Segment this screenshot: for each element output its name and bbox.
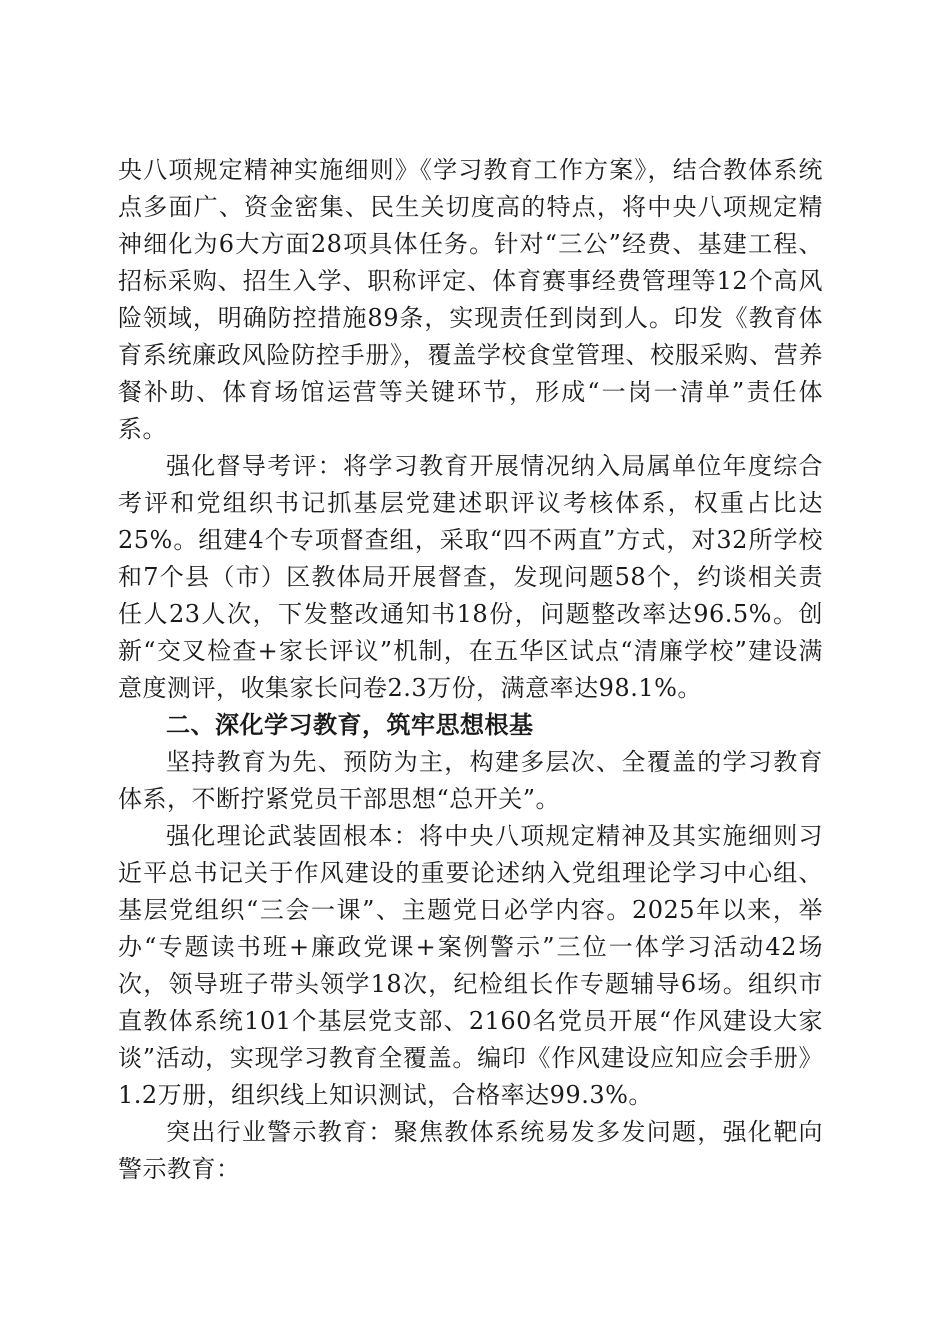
document-body — [118, 152, 823, 1188]
paragraph-intro: 坚持教育为先、预防为主，构建多层次、全覆盖的学习教育体系，不断拧紧党员干部思想“总开关”。 — [118, 748, 823, 813]
paragraph-continuation: 央八项规定精神实施细则》《学习教育工作方案》，结合教体系统点多面广、资金密集、民生关切度高的特点，将中央八项规定精神细化为6大方面28项具体任务。针对“三公”经费、基建工程、招标采购、招生入学、职称评定、体育赛事经费管理等12个高风险领域，明确防控措施89条，实现责任到岗到人。印发《教育体育系统廉政风险防控手册》，覆盖学校食堂管理、校服采购、营养餐补助、体育场馆运营等关键环节，形成“一岗一清单”责任体系。 — [118, 156, 823, 443]
paragraph-theory: 强化理论武装固根本：将中央八项规定精神及其实施细则习近平总书记关于作风建设的重要论述纳入党组理论学习中心组、基层党组织“三会一课”、主题党日必学内容。2025年以来，举办“专题读书班+廉政党课+案例警示”三位一体学习活动42场次，领导班子带头领学18次，纪检组长作专题辅导6场。组织市直教体系统101个基层党支部、2160名党员开展“作风建设大家谈”活动，实现学习教育全覆盖。编印《作风建设应知应会手册》1.2万册，组织线上知识测试，合格率达99.3%。 — [118, 822, 823, 1109]
section-heading: 二、深化学习教育，筑牢思想根基 — [166, 711, 534, 739]
paragraph-supervision: 强化督导考评：将学习教育开展情况纳入局属单位年度综合考评和党组织书记抓基层党建述职评议考核体系，权重占比达25%。组建4个专项督查组，采取“四不两直”方式，对32所学校和7个县（市）区教体局开展督查，发现问题58个，约谈相关责任人23人次，下发整改通知书18份，问题整改率达96.5%。创新“交叉检查+家长评议”机制，在五华区试点“清廉学校”建设满意度测评，收集家长问卷2.3万份，满意率达98.1%。 — [118, 452, 823, 702]
paragraph-warning: 突出行业警示教育：聚焦教体系统易发多发问题，强化靶向警示教育： — [118, 1118, 823, 1183]
